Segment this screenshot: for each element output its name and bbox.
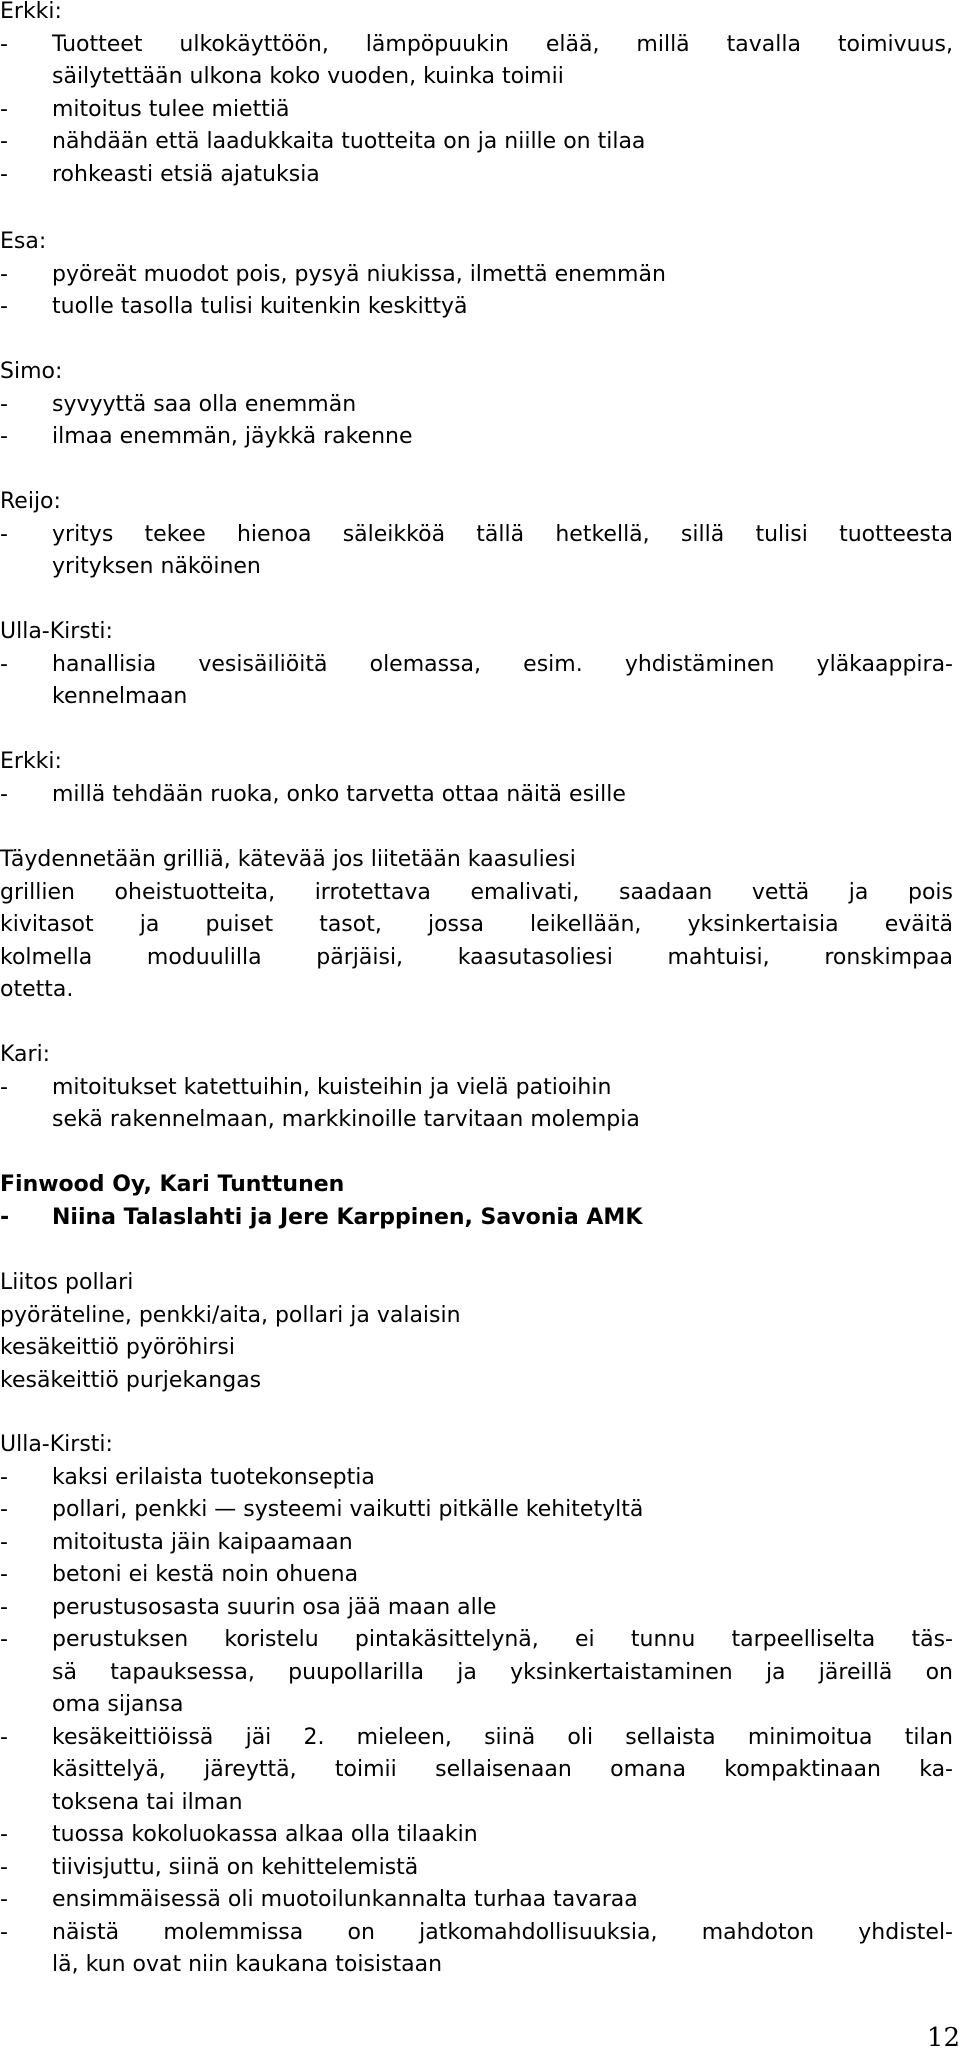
paragraph-line: grillien oheistuotteita, irrotettava emalivati, saadaan vettä ja pois: [0, 879, 953, 905]
list-item: - kaksi erilaista tuotekonseptia: [0, 1464, 375, 1490]
list-item: - tuossa kokoluokassa alkaa olla tilaakin: [0, 1822, 478, 1847]
section-simo: [0, 356, 960, 454]
list-item: - pyöreät muodot pois, pysyä niukissa, ilmettä enemmän: [0, 261, 666, 287]
list-item: - mitoitukset katettuihin, kuisteihin ja vielä patioihin: [0, 1074, 612, 1100]
company-title: Finwood Oy, Kari Tunttunen: [0, 1172, 345, 1197]
section-reijo: [0, 486, 960, 584]
paragraph-line: otetta.: [0, 977, 74, 1002]
list-item: - ilmaa enemmän, jäykkä rakenne: [0, 424, 413, 449]
list-item: - perustuksen koristelu pintakäsittelynä, ei tunnu tarpeelliselta täs-: [0, 1627, 953, 1652]
page-number: 12: [926, 2023, 960, 2053]
list-item-continuation: säilytettään ulkona koko vuoden, kuinka toimii: [52, 64, 564, 89]
list-item-continuation: oma sijansa: [52, 1692, 184, 1717]
product-line: Liitos pollari: [0, 1270, 134, 1295]
list-item: - perustusosasta suurin osa jää maan alle: [0, 1594, 497, 1620]
speaker-label: Erkki:: [0, 0, 62, 24]
list-item-continuation: toksena tai ilman: [52, 1789, 243, 1815]
section-company: [0, 1169, 960, 1234]
section-ulla-kirsti-1: [0, 616, 960, 714]
list-item: - pollari, penkki — systeemi vaikutti pitkälle kehitetyltä: [0, 1497, 644, 1522]
list-item: - näistä molemmissa on jatkomahdollisuuksia, mahdoton yhdistel-: [0, 1919, 953, 1945]
list-item: - kesäkeittiöissä jäi 2. mieleen, siinä oli sellaista minimoitua tilan: [0, 1724, 953, 1750]
list-item: - syvyyttä saa olla enemmän: [0, 391, 357, 417]
list-item: - rohkeasti etsiä ajatuksia: [0, 161, 320, 187]
speaker-label: Reijo:: [0, 489, 61, 514]
section-kari: [0, 1039, 960, 1137]
section-esa: [0, 226, 960, 324]
paragraph-line: kivitasot ja puiset tasot, jossa leikellään, yksinkertaisia eväitä: [0, 912, 953, 937]
speaker-label: Esa:: [0, 229, 47, 254]
section-erkki-1: [0, 0, 960, 191]
list-item: - yritys tekee hienoa säleikköä tällä hetkellä, sillä tulisi tuotteesta: [0, 521, 953, 547]
product-line: pyöräteline, penkki/aita, pollari ja valaisin: [0, 1302, 461, 1328]
list-item: - nähdään että laadukkaita tuotteita on ja niille on tilaa: [0, 129, 646, 154]
speaker-label: Ulla-Kirsti:: [0, 1432, 113, 1457]
list-item-continuation: sekä rakennelmaan, markkinoille tarvitaan molempia: [52, 1107, 640, 1132]
paragraph-grill: [0, 844, 960, 1007]
paragraph-line: kolmella moduulilla pärjäisi, kaasutasoliesi mahtuisi, ronskimpaa: [0, 944, 953, 970]
paragraph-line: Täydennetään grilliä, kätevää jos liitetään kaasuliesi: [0, 847, 576, 872]
list-item-continuation: lä, kun ovat niin kaukana toisistaan: [52, 1952, 443, 1977]
speaker-label: Erkki:: [0, 749, 62, 774]
section-products: [0, 1267, 960, 1397]
list-item: - ensimmäisessä oli muotoilunkannalta turhaa tavaraa: [0, 1887, 638, 1912]
list-item: - tiivisjuttu, siinä on kehittelemistä: [0, 1854, 419, 1880]
product-line: kesäkeittiö pyöröhirsi: [0, 1335, 235, 1360]
section-erkki-2: [0, 746, 960, 811]
company-subtitle: - Niina Talaslahti ja Jere Karppinen, Savonia AMK: [0, 1204, 643, 1230]
product-line: kesäkeittiö purjekangas: [0, 1367, 262, 1393]
list-item: - tuolle tasolla tulisi kuitenkin keskittyä: [0, 294, 468, 319]
list-item-continuation: yrityksen näköinen: [52, 554, 261, 579]
speaker-label: Ulla-Kirsti:: [0, 619, 113, 644]
list-item: - hanallisia vesisäiliöitä olemassa, esim. yhdistäminen yläkaappira-: [0, 651, 953, 677]
list-item-continuation: kennelmaan: [52, 684, 188, 709]
section-ulla-kirsti-2: [0, 1429, 960, 1982]
list-item-continuation: sä tapauksessa, puupollarilla ja yksinkertaistaminen ja järeillä on: [52, 1659, 953, 1685]
list-item: - mitoitus tulee miettiä: [0, 96, 290, 122]
list-item-continuation: käsittelyä, järeyttä, toimii sellaisenaan omana kompaktinaan ka-: [52, 1757, 953, 1782]
list-item: - mitoitusta jäin kaipaamaan: [0, 1529, 353, 1555]
speaker-label: Kari:: [0, 1042, 51, 1067]
list-item: - betoni ei kestä noin ohuena: [0, 1562, 359, 1587]
list-item: - Tuotteet ulkokäyttöön, lämpöpuukin elää, millä tavalla toimivuus,: [0, 31, 953, 57]
list-item: - millä tehdään ruoka, onko tarvetta ottaa näitä esille: [0, 781, 626, 807]
speaker-label: Simo:: [0, 359, 63, 384]
